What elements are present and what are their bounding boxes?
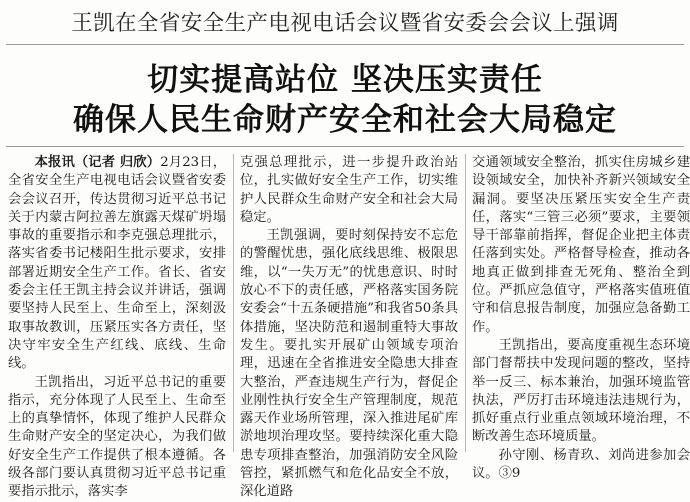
headline-top-rule: [6, 44, 684, 45]
body-column-1: [8, 154, 226, 500]
body-column-2: [240, 154, 458, 500]
paragraph: 克强总理批示，进一步提升政治站位，扎实做好安全生产工作，切实维护人民群众生命财产安全和社会大局稳定。: [240, 155, 458, 225]
column-divider: [465, 154, 466, 452]
dateline: 本报讯（记者 归欣）: [34, 155, 161, 170]
paragraph: 孙守刚、杨青玖、刘尚进参加会议。③9: [472, 447, 690, 482]
headline-bottom-rule: [6, 146, 684, 147]
headline-line-2: 确保人民生命财产安全和社会大局稳定: [73, 102, 617, 138]
paragraph: 王凯指出，要高度重视生态环境部门督帮扶中发现问题的整改，坚持举一反三、标本兼治，加强环境监管执法，严厉打击环境违法违规行为，抓好重点行业重点领域环境治理，不断改善生态环境质量。: [472, 337, 690, 445]
paragraph: 王凯指出，习近平总书记的重要指示，充分体现了人民至上、生命至上的真挚情怀，体现了维护人民群众生命财产安全的坚定决心，为我们做好安全生产工作提供了根本遵循。各级各部门要认真贯彻习近平总书记重要指示批示，落实李: [8, 374, 226, 500]
paragraph: [8, 154, 226, 374]
paragraph: 交通领域安全整治，抓实住房城乡建设领域安全，加快补齐新兴领域安全漏洞。要坚决压紧压实安全生产责任，落实“三管三必须”要求，主要领导干部靠前指挥，督促企业把主体责任落到实处。严格督导检查，推动各地真正做到排查无死角、整治全到位。严抓应急值守，严格落实值班值守和信息报告制度，加强应急备勤工作。: [472, 155, 690, 335]
paragraph-text: 2月23日，全省安全生产电视电话会议暨省安委会会议召开，传达贯彻习近平总书记关于内蒙古阿拉善左旗露天煤矿坍塌事故的重要指示和李克强总理批示，落实省委书记楼阳生批示要求，安排部署近期安全生产工作。省长、省安委会主任王凯主持会议并讲话，强调要坚持人民至上、生命至上，深刻汲取事故教训，压紧压实各方责任，坚决守牢安全生产红线、底线、生命线。: [8, 155, 226, 372]
body-column-3: [472, 154, 690, 482]
article-kicker: 王凯在全省安全生产电视电话会议暨省安委会会议上强调: [71, 11, 619, 36]
headline-line-1: 切实提高站位 坚决压实责任: [147, 62, 543, 98]
paragraph: 王凯强调，要时刻保持安不忘危的警醒忧患，强化底线思维、极限思维，以“一失万无”的忧患意识、时时放心不下的责任感，严格落实国务院安委会“十五条硬措施”和我省50条具体措施，坚决防范和遏制重特大事故发生。要扎实开展矿山领域专项治理，迅速在全省推进安全隐患大排查大整治，严查违规生产行为，督促企业刚性执行安全生产管理制度，规范露天作业场所管理，深入推进尾矿库淤地坝治理攻坚。要持续深化重大隐患专项排查整治，加强消防安全风险管控，紧抓燃气和危化品安全不放，深化道路: [240, 228, 458, 500]
column-divider: [233, 154, 234, 452]
